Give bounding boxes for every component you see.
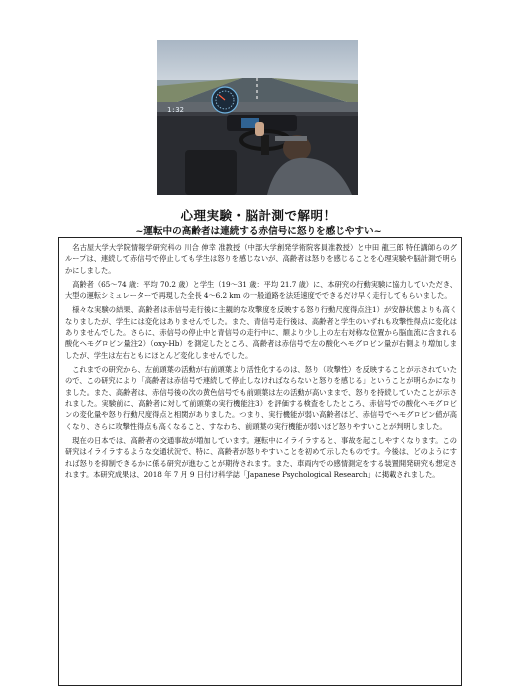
seat [185,150,237,195]
article-paragraph: 名古屋大学大学院情報学研究科の 川合 伸幸 准教授（中部大学創発学術院客員准教授）と中田 龍三郎 特任講師らのグループは、連続して赤信号で停止しても学生は怒りを感じないが、高齢者は怒りを感じることを心理実験や脳計測で明らかにしました。 [65,243,457,275]
article-paragraph: 様々な実験の結果、高齢者は赤信号走行後に主観的な攻撃度を反映する怒り行動尺度得点注1）が安静状態よりも高くなりましたが、学生には変化はありませんでした。また、青信号走行後は、高齢者と学生のいずれも攻撃性得点に変化はありませんでした。さらに、赤信号の停止中と青信号の走行中に、額より少し上の左右対称な位置から脳血流に含まれる酸化ヘモグロビン量注2）（oxy-Hb）を測定したところ、高齢者は赤信号で左の酸化ヘモグロビン量が右側より増加しましたが、学生は左右ともにほとんど変化しませんでした。 [65,305,457,360]
page-title: 心理実験・脳計測で解明！ [180,208,337,223]
article-paragraph: 現在の日本では、高齢者の交通事故が増加しています。運転中にイライラすると、事故を起こしやすくなります。この研究はイライラするような交通状況で、特に、高齢者が怒りやすいことを初めて示したものです。今後は、どのようにすれば怒りを抑制できるかに係る研究が進むことが期待されます。また、車両内での感情測定をする装置開発研究も想定されます。本研究成果は、2018 年 7 月 9 日付け科学誌「Japanese Psychological Research」に掲載されました。 [65,435,457,480]
article-paragraph: 高齢者（65～74 歳：平均 70.2 歳）と学生（19～31 歳：平均 21.7 歳）に、本研究の行動実験に協力していただき、大型の運転シミュレーターで再現した全長 4～6.2 km の一般道路を法廷速度でできるだけ早く走行してもらいました。 [65,279,457,301]
driver-hand [255,122,264,136]
article-paragraph: これまでの研究から、左前頭葉の活動が右前頭葉より活性化するのは、怒り（攻撃性）を反映することが示されていたので、この研究により「高齢者は赤信号で連続して停止しなければならないと怒りを感じる」ということが明らかになりました。また、高齢者は、赤信号後の次の黄色信号でも前頭葉は左の活動が高いままで、怒りを持続していたことが示されました。実験前に、高齢者に対して前頭葉の実行機能注3）を評価する検査をしたところ、赤信号での酸化ヘモグロビンの変化量や怒り行動尺度得点と相関がありました。つまり、実行機能が弱い高齢者ほど、赤信号でヘモグロビン値が高くなり、さらに攻撃性得点も高くなること、すなわち、前頭葉の実行機能が弱いほど怒りやすいことが判明しました。 [65,364,457,431]
speedometer-icon [212,87,238,113]
article-box [58,237,462,686]
simulator-scene [157,40,358,195]
time-readout: 1:32 [167,106,184,114]
driving-simulator-photo [157,40,358,195]
page-subtitle: ~運転中の高齢者は連続する赤信号に怒りを感じやすい~ [135,226,382,237]
